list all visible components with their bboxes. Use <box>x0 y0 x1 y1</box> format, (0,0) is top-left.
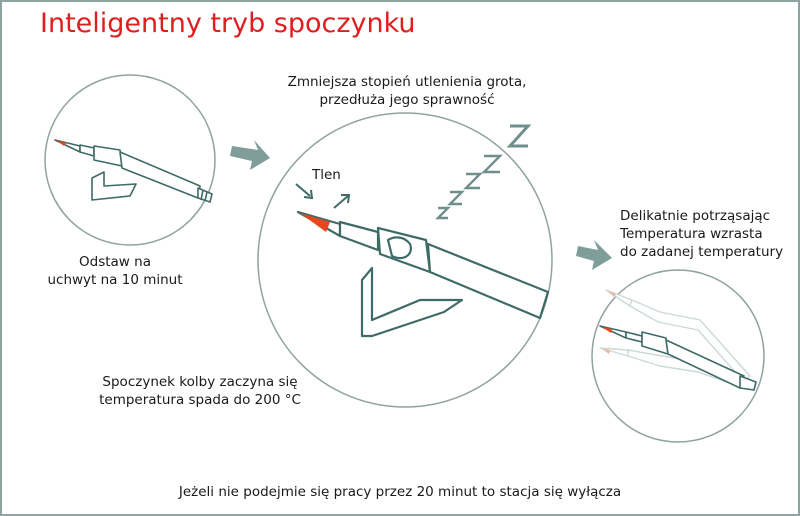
step1-caption <box>20 253 210 289</box>
arrow-step1-to-step2 <box>230 140 270 170</box>
wake-caption-line3: do zadanej temperatury <box>620 244 784 260</box>
oxygen-label: Tlen <box>312 167 341 183</box>
arrow-step2-to-step3 <box>576 240 612 270</box>
wake-caption <box>620 207 796 261</box>
sleep-caption <box>80 373 320 409</box>
step1-caption-line2: uchwyt na 10 minut <box>47 272 183 288</box>
sleep-caption-line1: Spoczynek kolby zaczyna się <box>102 374 298 390</box>
sleep-caption-line2: temperatura spada do 200 °C <box>99 392 301 408</box>
benefit-caption-line1: Zmniejsza stopień utlenienia grota, <box>287 74 527 90</box>
wake-caption-line1: Delikatnie potrząsając <box>620 208 771 224</box>
wake-caption-line2: Temperatura wzrasta <box>620 226 763 242</box>
benefit-caption <box>262 73 552 109</box>
footer-note: Jeżeli nie podejmie się pracy przez 20 minut to stacja się wyłącza <box>178 484 622 500</box>
page-title: Inteligentny tryb spoczynku <box>40 8 416 39</box>
benefit-caption-line2: przedłuża jego sprawność <box>319 92 495 108</box>
step1-caption-line1: Odstaw na <box>79 254 151 270</box>
